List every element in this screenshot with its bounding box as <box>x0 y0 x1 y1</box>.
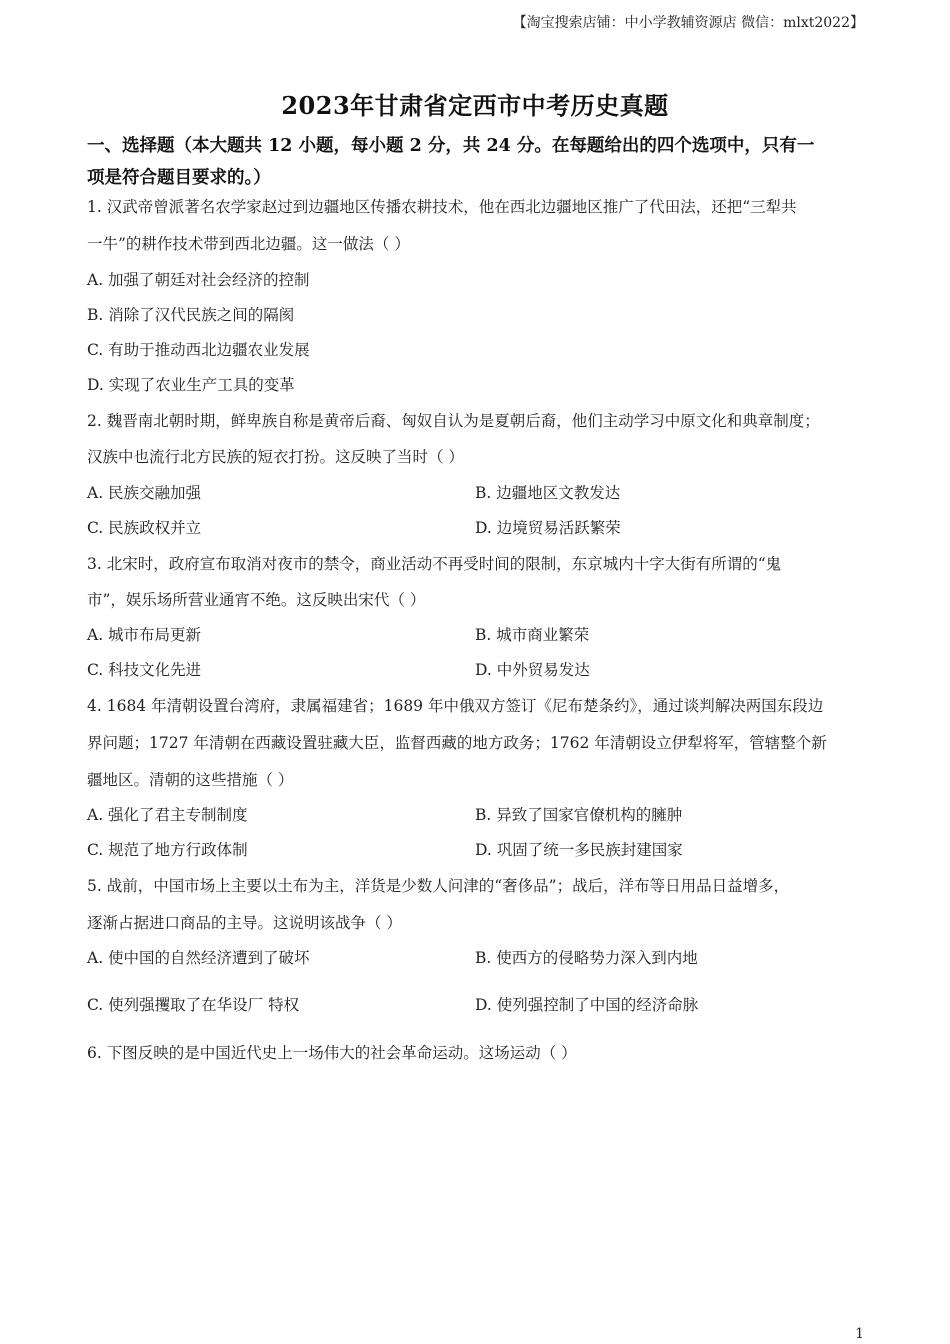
q4-option-d: D. 巩固了统一多民族封建国家 <box>475 841 683 859</box>
q6-stem-line1: 6. 下图反映的是中国近代史上一场伟大的社会革命运动。这场运动（ ） <box>87 1044 577 1062</box>
q3-option-c: C. 科技文化先进 <box>87 661 202 679</box>
q4-stem-line2: 界问题；1727 年清朝在西藏设置驻藏大臣，监督西藏的地方政务；1762 年清朝设立伊犁将军，管辖整个新 <box>87 734 827 752</box>
q3-stem-line2: 市”，娱乐场所营业通宵不绝。这反映出宋代（ ） <box>87 591 426 609</box>
q4-option-b: B. 异致了国家官僚机构的臃肿 <box>475 806 683 824</box>
q5-option-c: C. 使列强攫取了在华设厂 特权 <box>87 996 300 1014</box>
q4-option-a: A. 强化了君主专制制度 <box>87 806 248 824</box>
q1-stem-line1: 1. 汉武帝曾派著名农学家赵过到边疆地区传播农耕技术，他在西北边疆地区推广了代田法，还把“三犁共 <box>87 198 797 216</box>
q1-option-b: B. 消除了汉代民族之间的隔阂 <box>87 306 295 324</box>
page-title: 2023年甘肃省定西市中考历史真题 <box>281 91 669 120</box>
q3-stem-line1: 3. 北宋时，政府宣布取消对夜市的禁令，商业活动不再受时间的限制，东京城内十字大街有所谓的“鬼 <box>87 555 782 573</box>
section-heading-line2: 项是符合题目要求的。） <box>87 168 271 188</box>
q5-option-a: A. 使中国的自然经济遭到了破坏 <box>87 949 310 967</box>
q5-option-d: D. 使列强控制了中国的经济命脉 <box>475 996 699 1014</box>
section-heading <box>87 130 867 194</box>
q4-option-c: C. 规范了地方行政体制 <box>87 841 248 859</box>
q2-stem-line1: 2. 魏晋南北朝时期，鲜卑族自称是黄帝后裔、匈奴自认为是夏朝后裔，他们主动学习中原文化和典章制度； <box>87 412 820 430</box>
q3-option-a: A. 城市布局更新 <box>87 626 202 644</box>
q2-stem-line2: 汉族中也流行北方民族的短衣打扮。这反映了当时（ ） <box>87 448 464 466</box>
q5-stem-line1: 5. 战前，中国市场上主要以土布为主，洋货是少数人问津的“奢侈品”；战后，洋布等日用品日益增多， <box>87 877 790 895</box>
q1-option-a: A. 加强了朝廷对社会经济的控制 <box>87 271 310 289</box>
q2-option-d: D. 边境贸易活跃繁荣 <box>475 519 621 537</box>
q5-stem-line2: 逐渐占据进口商品的主导。这说明该战争（ ） <box>87 914 402 932</box>
q1-option-d: D. 实现了农业生产工具的变革 <box>87 376 295 394</box>
page-number: 1 <box>855 1326 864 1342</box>
q1-option-c: C. 有助于推动西北边疆农业发展 <box>87 341 310 359</box>
q3-option-b: B. 城市商业繁荣 <box>475 626 590 644</box>
q5-option-b: B. 使西方的侵略势力深入到内地 <box>475 949 698 967</box>
q2-option-b: B. 边疆地区文教发达 <box>475 484 621 502</box>
q2-option-a: A. 民族交融加强 <box>87 484 202 502</box>
q1-stem-line2: 一牛”的耕作技术带到西北边疆。这一做法（ ） <box>87 235 410 253</box>
q3-option-d: D. 中外贸易发达 <box>475 661 590 679</box>
q2-option-c: C. 民族政权并立 <box>87 519 202 537</box>
q4-stem-line1: 4. 1684 年清朝设置台湾府，隶属福建省；1689 年中俄双方签订《尼布楚条约》，通过谈判解决两国东段边 <box>87 697 824 715</box>
q4-stem-line3: 疆地区。清朝的这些措施（ ） <box>87 771 294 789</box>
section-heading-line1: 一、选择题（本大题共 12 小题，每小题 2 分，共 24 分。在每题给出的四个选项中，只有一 <box>87 136 815 156</box>
header-note: 【淘宝搜索店铺：中小学教辅资源店 微信：mlxt2022】 <box>512 15 864 31</box>
